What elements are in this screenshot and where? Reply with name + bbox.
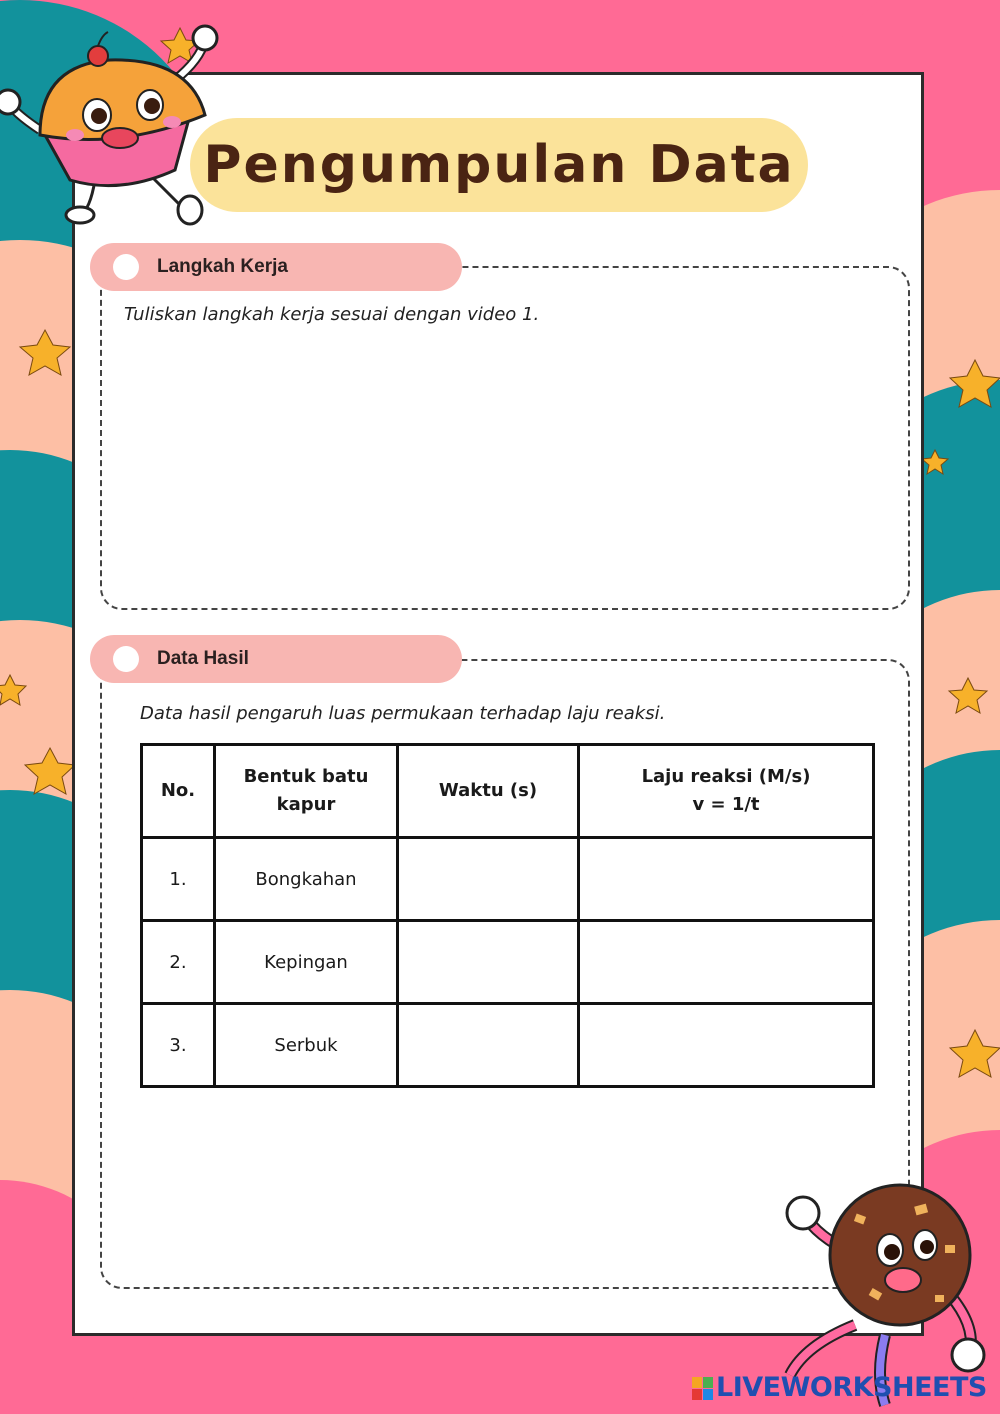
watermark-text: LIVEWORKSHEETS bbox=[716, 1372, 987, 1403]
bullet-dot-icon bbox=[113, 646, 139, 672]
header-no: No. bbox=[142, 745, 215, 838]
cell-laju-input[interactable] bbox=[579, 921, 874, 1004]
header-laju: Laju reaksi (M/s) v = 1/t bbox=[579, 745, 874, 838]
langkah-kerja-answer-area[interactable] bbox=[120, 340, 890, 590]
cell-no: 3. bbox=[142, 1004, 215, 1087]
langkah-kerja-instruction: Tuliskan langkah kerja sesuai dengan video 1. bbox=[124, 304, 540, 325]
cell-waktu-input[interactable] bbox=[398, 1004, 579, 1087]
data-hasil-heading: Data Hasil bbox=[157, 648, 249, 669]
cell-bentuk: Bongkahan bbox=[215, 838, 398, 921]
cell-waktu-input[interactable] bbox=[398, 921, 579, 1004]
cupcake-mascot-illustration bbox=[0, 20, 230, 230]
table-row bbox=[142, 838, 874, 921]
cell-bentuk: Serbuk bbox=[215, 1004, 398, 1087]
data-table bbox=[140, 743, 875, 1088]
langkah-kerja-label bbox=[90, 243, 462, 291]
header-waktu: Waktu (s) bbox=[398, 745, 579, 838]
table-header-row bbox=[142, 745, 874, 838]
data-hasil-instruction: Data hasil pengaruh luas permukaan terhadap laju reaksi. bbox=[140, 703, 666, 724]
cell-laju-input[interactable] bbox=[579, 838, 874, 921]
table-row bbox=[142, 1004, 874, 1087]
data-hasil-label bbox=[90, 635, 462, 683]
cell-waktu-input[interactable] bbox=[398, 838, 579, 921]
cell-laju-input[interactable] bbox=[579, 1004, 874, 1087]
title-banner bbox=[190, 118, 808, 212]
cell-no: 1. bbox=[142, 838, 215, 921]
liveworksheets-logo-icon bbox=[692, 1377, 714, 1401]
langkah-kerja-heading: Langkah Kerja bbox=[157, 256, 288, 277]
bullet-dot-icon bbox=[113, 254, 139, 280]
cell-no: 2. bbox=[142, 921, 215, 1004]
page-title: Pengumpulan Data bbox=[203, 135, 795, 195]
table-row bbox=[142, 921, 874, 1004]
cell-bentuk: Kepingan bbox=[215, 921, 398, 1004]
header-bentuk: Bentuk batu kapur bbox=[215, 745, 398, 838]
